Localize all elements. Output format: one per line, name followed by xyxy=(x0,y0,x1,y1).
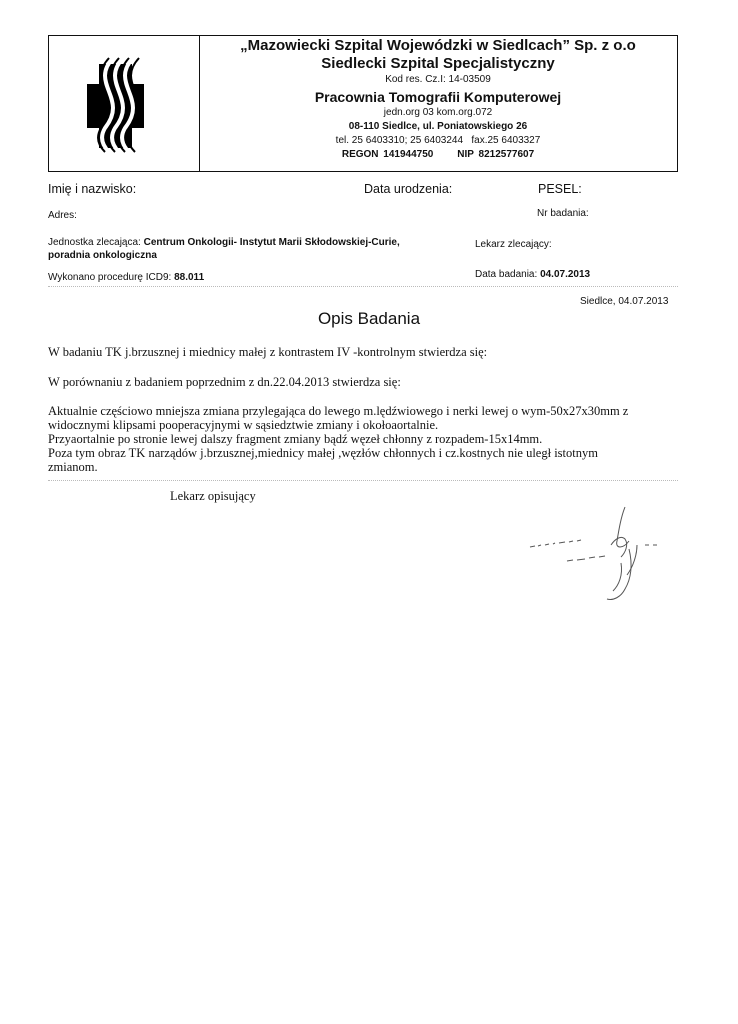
nip-number: NIP 8212577607 xyxy=(457,149,535,160)
code-res: Kod res. Cz.I: 14-03509 xyxy=(385,74,491,85)
patient-name-label: Imię i nazwisko: xyxy=(48,182,137,196)
hospital-subname: Siedlecki Szpital Specjalistyczny xyxy=(321,55,555,72)
address-label: Adres: xyxy=(48,210,77,221)
finding-line: Aktualnie częściowo mniejsza zmiana przylegająca do lewego m.lędźwiowego i nerki lewej o wym-50x27x30mm z xyxy=(48,404,629,418)
report-comparison: W porównaniu z badaniem poprzednim z dn.22.04.2013 stwierdza się: xyxy=(48,375,401,389)
registry-line xyxy=(199,148,677,161)
doctor-signature-stamp-icon xyxy=(525,505,675,610)
birth-date-label: Data urodzenia: xyxy=(364,182,453,196)
report-findings xyxy=(48,404,688,474)
regon-number: REGON 141944750 xyxy=(341,149,434,160)
separator-line-2 xyxy=(48,480,678,481)
fax-number: fax.25 6403327 xyxy=(471,135,541,146)
header-text xyxy=(199,36,677,161)
separator-line xyxy=(48,286,678,287)
exam-date-line xyxy=(475,269,590,280)
procedure-line xyxy=(48,272,204,283)
phone-numbers: tel. 25 6403310; 25 6403244 xyxy=(335,135,464,146)
pesel-label: PESEL: xyxy=(538,182,582,196)
procedure-code: 88.011 xyxy=(174,272,205,283)
org-units: jedn.org 03 kom.org.072 xyxy=(383,107,493,118)
hospital-address: 08-110 Siedlce, ul. Poniatowskiego 26 xyxy=(348,121,528,132)
exam-number-label: Nr badania: xyxy=(537,208,589,219)
exam-date-label: Data badania: xyxy=(475,269,538,280)
referring-unit-value2: poradnia onkologiczna xyxy=(48,250,157,261)
referring-unit-value: Centrum Onkologii- Instytut Marii Skłodowskiej-Curie, xyxy=(143,237,400,248)
logo-cell xyxy=(49,36,200,171)
referring-doctor-label: Lekarz zlecający: xyxy=(475,239,552,250)
referring-unit-label: Jednostka zlecająca: xyxy=(48,237,141,248)
hospital-name: „Mazowiecki Szpital Wojewódzki w Siedlcach” Sp. z o.o xyxy=(240,37,636,54)
report-title: Opis Badania xyxy=(317,309,421,328)
place-date: Siedlce, 04.07.2013 xyxy=(580,296,669,307)
report-intro: W badaniu TK j.brzusznej i miednicy małej z kontrastem IV -kontrolnym stwierdza się: xyxy=(48,345,488,359)
finding-line: Przyaortalnie po stronie lewej dalszy fragment zmiany bądź węzeł chłonny z rozpadem-15x14mm. xyxy=(48,432,543,446)
department-name: Pracownia Tomografii Komputerowej xyxy=(314,89,562,105)
finding-line: widocznymi klipsami pooperacyjnymi w sąsiedztwie zmiany i okołoaortalnie. xyxy=(48,418,439,432)
hospital-header xyxy=(48,35,678,172)
signer-label: Lekarz opisujący xyxy=(170,489,256,503)
finding-line: Poza tym obraz TK narządów j.brzusznej,miednicy małej ,węzłów chłonnych i cz.kostnych nie uległ istotnym xyxy=(48,446,598,460)
contact-line xyxy=(199,134,677,148)
hospital-cross-logo-icon xyxy=(49,36,199,171)
exam-date-value: 04.07.2013 xyxy=(540,269,591,280)
procedure-label: Wykonano procedurę ICD9: xyxy=(48,272,172,283)
finding-line: zmianom. xyxy=(48,460,98,474)
referring-unit xyxy=(48,236,400,262)
